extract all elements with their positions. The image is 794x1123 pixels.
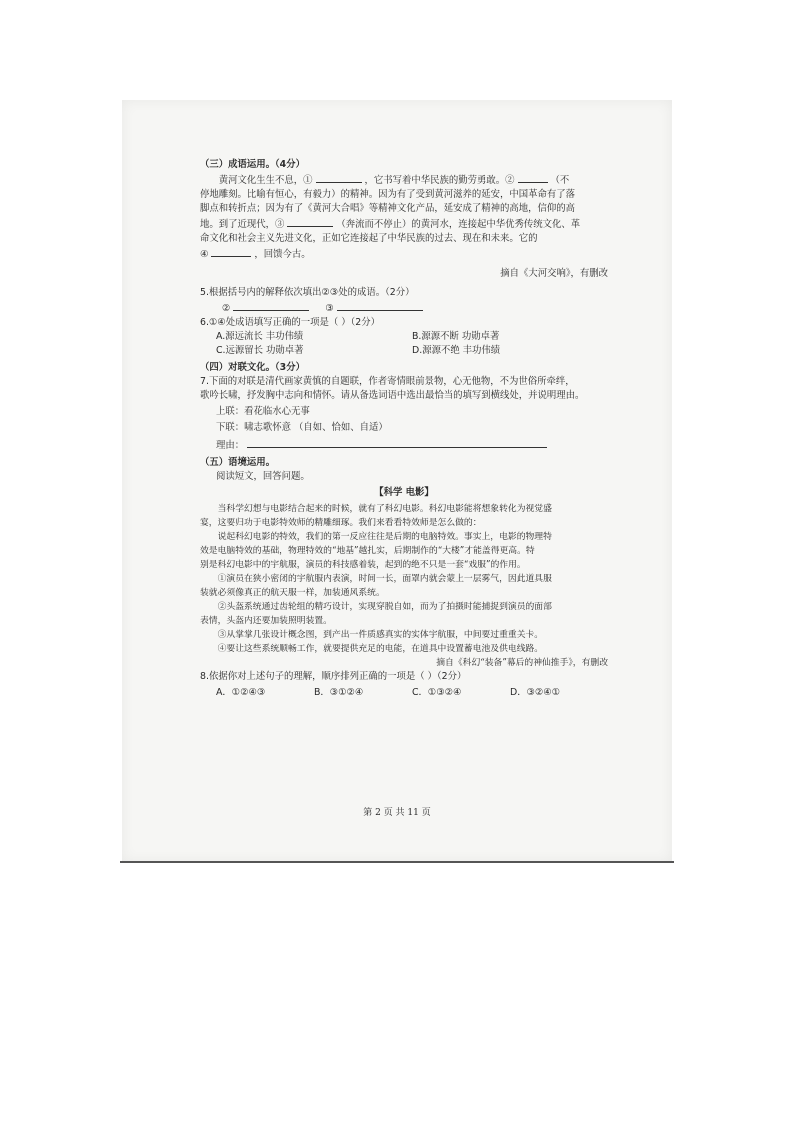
answer-blank-2[interactable] bbox=[233, 300, 309, 311]
section3-source: 摘自《大河交响》，有删改 bbox=[500, 268, 608, 279]
question-8-options bbox=[200, 686, 608, 700]
blank-1[interactable] bbox=[316, 172, 362, 183]
passage-line-6: ④ ，回馈今古。 bbox=[200, 246, 608, 262]
article-p2-line-2: 效是电脑特效的基础，物理特效的“地基”越扎实，后期制作的“大楼”才能盖得更高。特 bbox=[200, 546, 535, 556]
passage-line-1: 黄河文化生生不息，① ，它书写着中华民族的勤劳勇敢。② （不 bbox=[200, 172, 608, 188]
article-title: 【科学 电影】 bbox=[374, 487, 434, 498]
option-b[interactable]: B.源源不断 功勋卓著 bbox=[412, 331, 500, 342]
option-c[interactable]: C.远源留长 功勋卓著 bbox=[216, 345, 304, 356]
option-a[interactable]: A.源远流长 丰功伟绩 bbox=[216, 331, 304, 342]
question-7-line-1: 7.下面的对联是清代画家黄慎的自题联，作者寄情眼前景物，心无他物，不为世俗所牵绊， bbox=[200, 376, 575, 387]
exam-page-content bbox=[200, 155, 608, 700]
question-6-options bbox=[200, 330, 608, 358]
sentence-3: ③从掌掌几张设计概念图，到产出一件质感真实的实体宇航服，中间要过重重关卡。 bbox=[217, 630, 544, 640]
couplet-upper: 上联：看花临水心无事 bbox=[216, 406, 310, 417]
sentence-2-line-2: 表情，头盔内还要加装照明装置。 bbox=[200, 616, 332, 626]
question-7-line-2: 歌吟长啸，抒发胸中志向和情怀。请从备选词语中选出最恰当的填写到横线处，并说明理由。 bbox=[200, 390, 585, 401]
reason-blank[interactable] bbox=[247, 437, 547, 448]
article-p1-line-2: 宴，这要归功于电影特效师的精雕细琢。我们来看看特效师是怎么做的： bbox=[200, 518, 482, 528]
option-b[interactable]: B．③①②④ bbox=[314, 687, 364, 698]
section5-instruction: 阅读短文，回答问题。 bbox=[216, 471, 310, 482]
blank-3[interactable] bbox=[287, 216, 333, 227]
option-a[interactable]: A．①②④③ bbox=[216, 687, 266, 698]
blank-2[interactable] bbox=[518, 172, 548, 183]
sentence-1-line-1: ①演员在狭小密闭的宇航服内表演，时间一长，面罩内就会蒙上一层雾气，因此道具服 bbox=[217, 574, 552, 584]
passage-line-3: 脚点和转折点；因为有了《黄河大合唱》等精神文化产品，延安成了精神的高地，信仰的高 bbox=[200, 203, 576, 214]
section5-source: 摘自《科幻“装备”幕后的神仙推手》，有删改 bbox=[436, 658, 608, 668]
section5-title: （五）语境运用。 bbox=[200, 457, 276, 468]
sentence-2-line-1: ②头盔系统通过齿轮组的精巧设计，实现穿脱自如，而为了拍摄时能捕捉到演员的面部 bbox=[217, 602, 552, 612]
question-8-stem: 8.依据你对上述句子的理解，顺序排列正确的一项是（ ）（2分） bbox=[200, 671, 467, 682]
couplet-lower: 下联：啸志歌怀意 （自如、恰如、自适） bbox=[216, 422, 388, 433]
article-p2-line-3: 别是科幻电影中的宇航服，演员的科技感着装，起到的绝不只是一套“戏服”的作用。 bbox=[200, 560, 526, 570]
question-6-stem: 6.①④处成语填写正确的一项是（ ）（2分） bbox=[200, 317, 381, 328]
sentence-4: ④要让这些系统顺畅工作，就要提供充足的电能，在道具中设置蓄电池及供电线路。 bbox=[217, 644, 544, 654]
answer-blank-3[interactable] bbox=[337, 300, 423, 311]
passage-line-2: 停地雕刻。比喻有恒心，有毅力）的精神。因为有了受到黄河滋养的延安，中国革命有了落 bbox=[200, 189, 576, 200]
option-d[interactable]: D.源源不绝 丰功伟绩 bbox=[412, 345, 501, 356]
question-5-stem: 5.根据括号内的解释依次填出②③处的成语。（2分） bbox=[200, 287, 415, 298]
reason-line: 理由： bbox=[200, 437, 608, 453]
article-p2-line-1: 说起科幻电影的特效，我们的第一反应往往是后期的电脑特效。事实上，电影的物理特 bbox=[217, 532, 552, 542]
passage-line-5: 命文化和社会主义先进文化，正如它连接起了中华民族的过去、现在和未来。它的 bbox=[200, 233, 538, 244]
blank-4[interactable] bbox=[211, 246, 251, 257]
section3-title: （三）成语运用。（4分） bbox=[200, 159, 305, 170]
question-5-answers: ② ③ bbox=[200, 300, 608, 316]
page-number-footer: 第 2 页 共 11 页 bbox=[363, 808, 431, 818]
option-d[interactable]: D．③②④① bbox=[510, 687, 561, 698]
option-c[interactable]: C．①③②④ bbox=[412, 687, 462, 698]
section4-title: （四）对联文化。（3分） bbox=[200, 362, 305, 373]
sentence-1-line-2: 装就必须像真正的航天服一样，加装通风系统。 bbox=[200, 588, 385, 598]
scan-edge-line bbox=[120, 861, 674, 863]
article-p1-line-1: 当科学幻想与电影结合起来的时候，就有了科幻电影。科幻电影能将想象转化为视觉盛 bbox=[217, 504, 552, 514]
passage-line-4: 地。到了近现代，③ （奔流而不停止）的黄河水，连接起中华优秀传统文化、革 bbox=[200, 216, 608, 232]
